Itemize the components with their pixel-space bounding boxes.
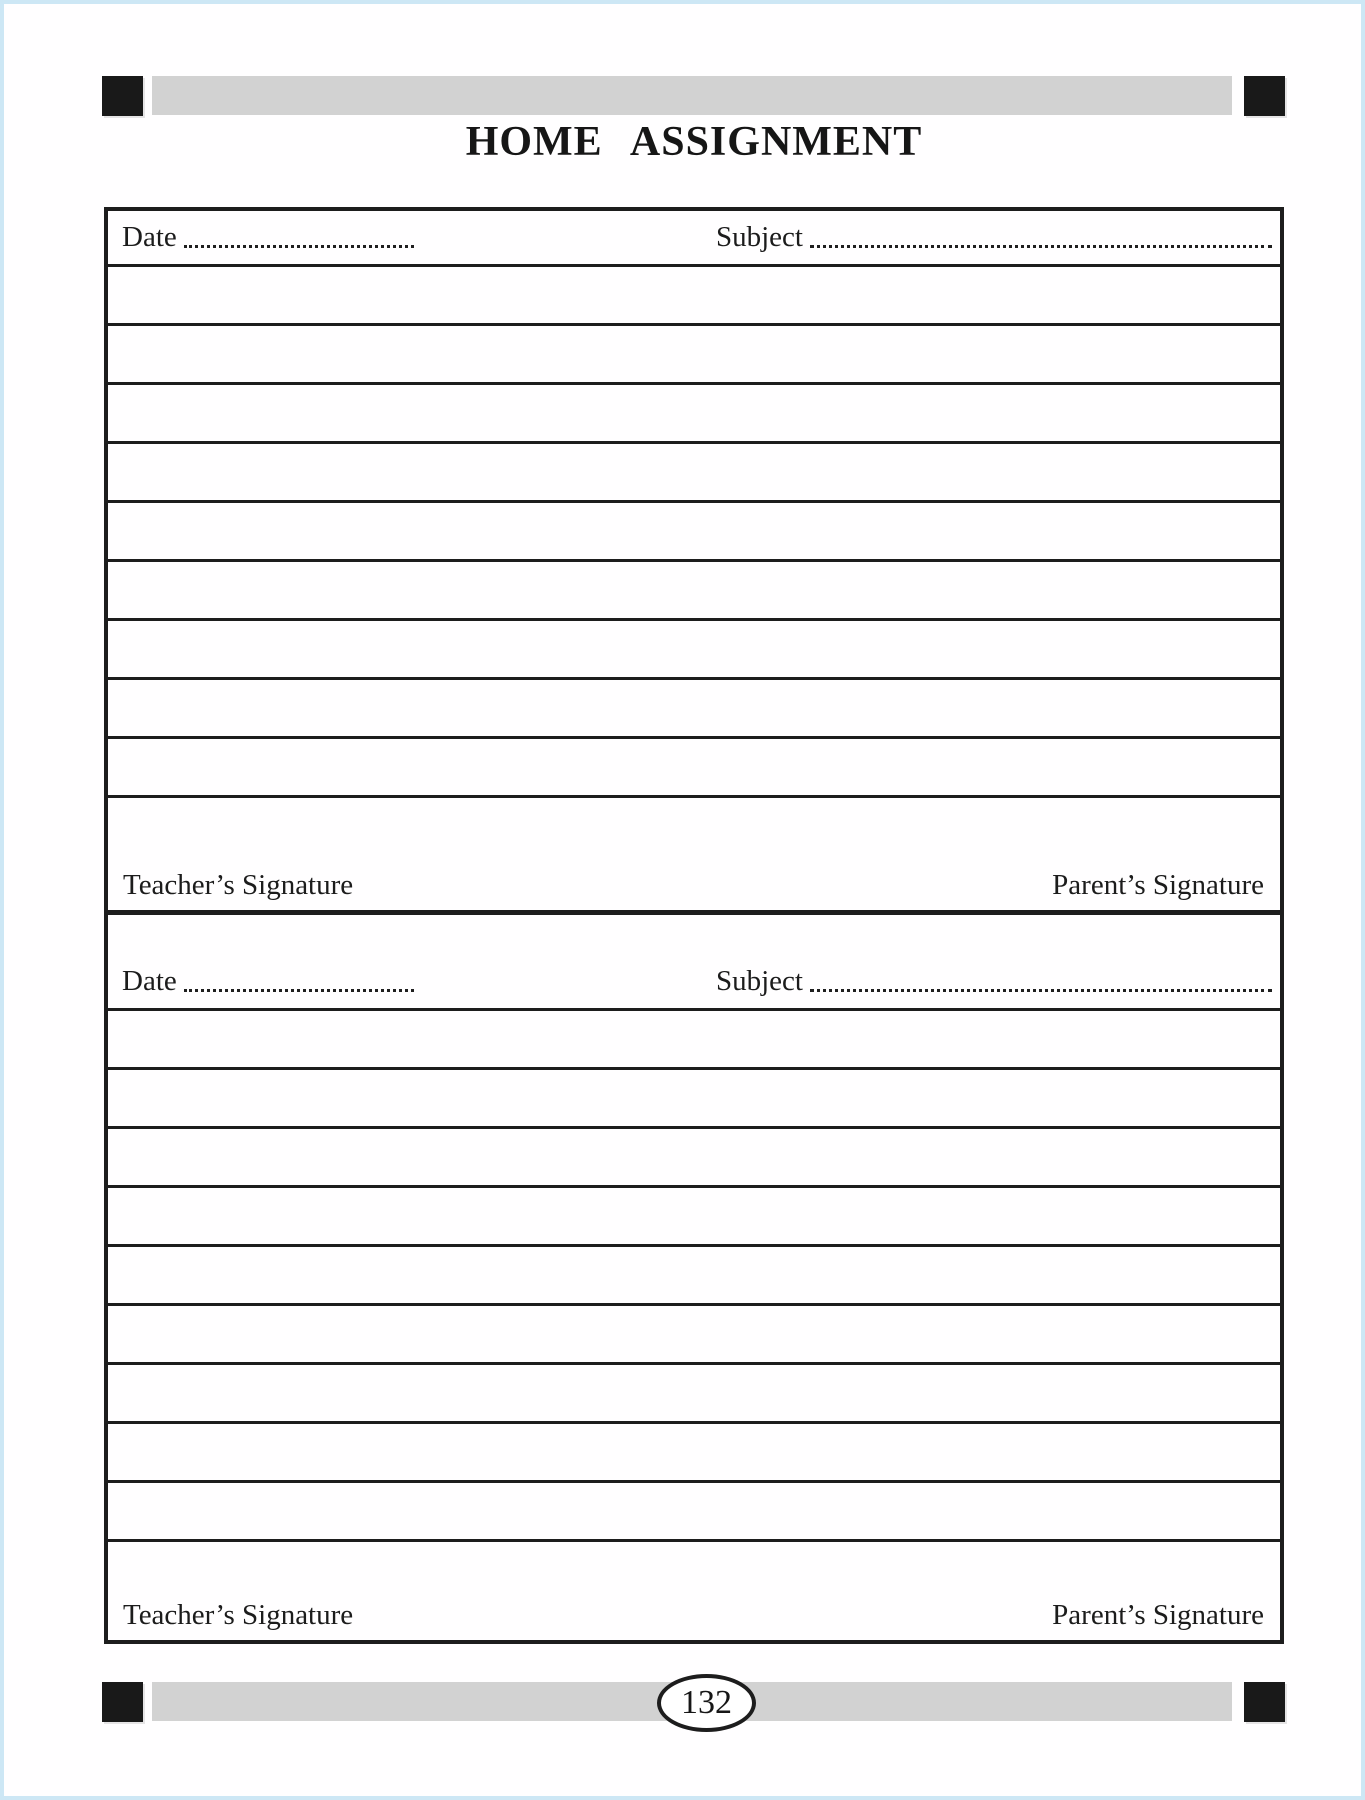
page-title: HOME ASSIGNMENT — [465, 119, 923, 165]
top-divider-bar — [4, 76, 1361, 117]
ruled-row — [108, 1011, 1280, 1070]
ruled-row — [108, 1129, 1280, 1188]
ruled-row — [108, 1424, 1280, 1483]
ruled-row — [108, 1306, 1280, 1365]
assignment-section-2 — [108, 915, 1280, 1640]
ruled-row — [108, 1188, 1280, 1247]
page-number-badge — [657, 1674, 756, 1732]
date-label: Date — [122, 221, 177, 253]
ruled-row — [108, 621, 1280, 680]
ruled-row — [108, 739, 1280, 798]
ruled-row — [108, 1483, 1280, 1542]
subject-field — [716, 965, 1272, 998]
ruled-row — [108, 326, 1280, 385]
ruled-row — [108, 385, 1280, 444]
date-fill-line — [184, 245, 414, 248]
ruled-row — [108, 680, 1280, 739]
teacher-signature-label: Teacher’s Signature — [123, 1599, 354, 1631]
date-field — [122, 221, 716, 254]
ruled-row — [108, 1070, 1280, 1129]
ruled-row — [108, 444, 1280, 503]
parent-signature-label: Parent’s Signature — [1052, 1599, 1264, 1631]
corner-square-icon — [1244, 76, 1285, 116]
ruled-row — [108, 267, 1280, 326]
ruled-row — [108, 503, 1280, 562]
page-number: 132 — [681, 1684, 732, 1721]
subject-fill-line — [810, 989, 1272, 992]
gray-rule-bar — [152, 76, 1232, 115]
bottom-divider-bar — [4, 1682, 1361, 1723]
date-field — [122, 965, 716, 998]
signature-row — [108, 1542, 1280, 1640]
date-label: Date — [122, 965, 177, 997]
assignment-form-box — [104, 207, 1284, 1644]
parent-signature-label: Parent’s Signature — [1052, 869, 1264, 901]
corner-square-icon — [102, 76, 143, 116]
date-subject-row — [108, 915, 1280, 1011]
subject-field — [716, 221, 1272, 254]
ruled-row — [108, 1365, 1280, 1424]
date-fill-line — [184, 989, 414, 992]
corner-square-icon — [1244, 1682, 1285, 1722]
corner-square-icon — [102, 1682, 143, 1722]
subject-label: Subject — [716, 965, 803, 997]
signature-row — [108, 798, 1280, 915]
assignment-section-1 — [108, 211, 1280, 915]
teacher-signature-label: Teacher’s Signature — [123, 869, 354, 901]
subject-label: Subject — [716, 221, 803, 253]
ruled-row — [108, 562, 1280, 621]
date-subject-row — [108, 211, 1280, 267]
ruled-row — [108, 1247, 1280, 1306]
subject-fill-line — [810, 245, 1272, 248]
